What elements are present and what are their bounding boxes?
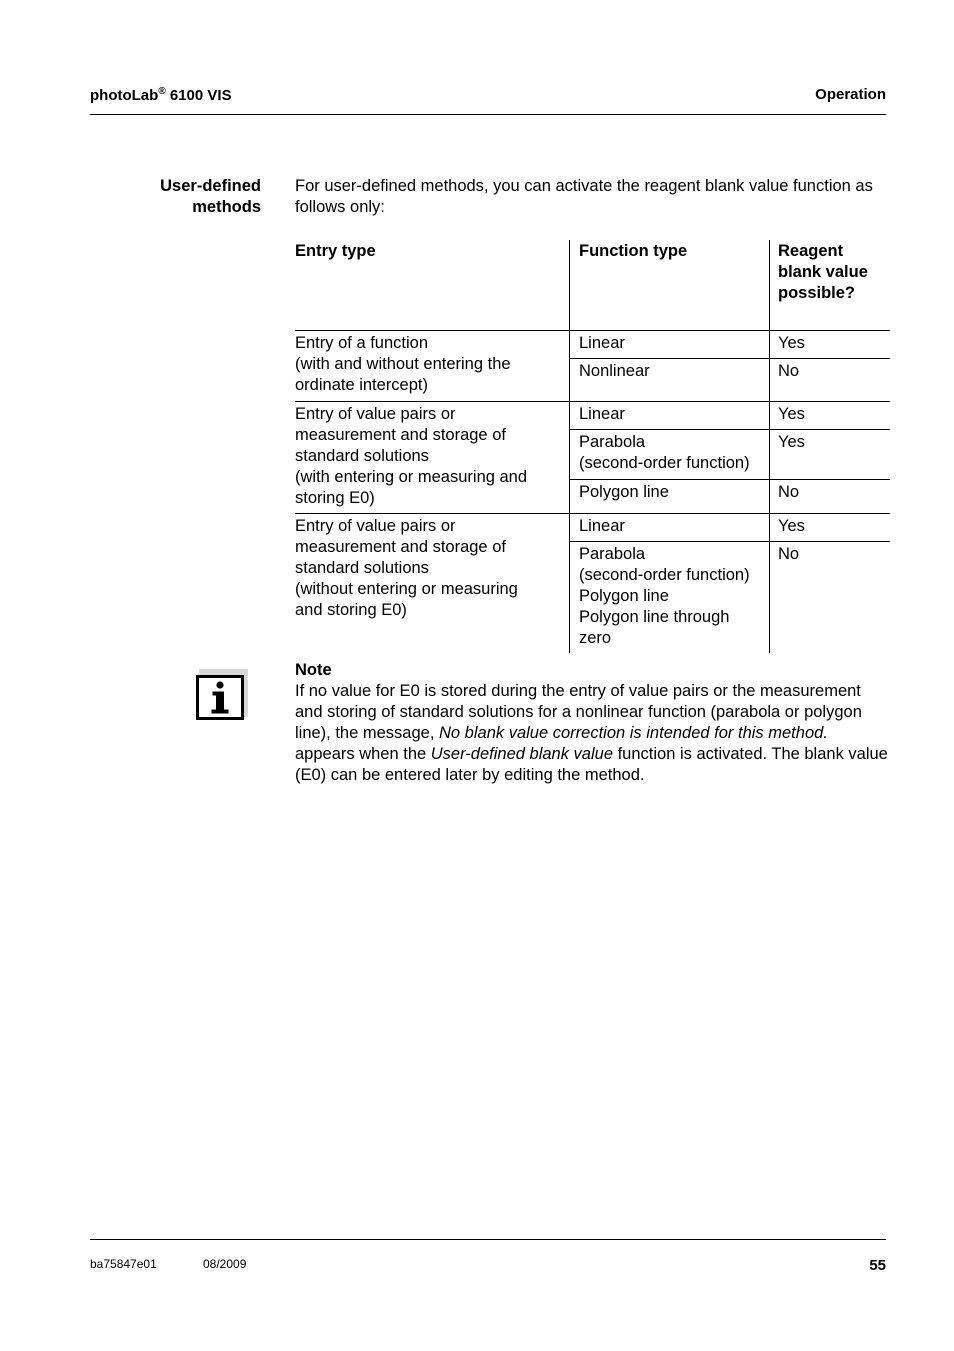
function-cell	[570, 359, 770, 402]
possible-cell: No	[770, 480, 891, 514]
table-row	[295, 514, 890, 542]
product-model: 6100 VIS	[165, 87, 232, 104]
registered-mark: ®	[158, 86, 166, 97]
footer-date: 08/2009	[203, 1257, 247, 1271]
header-line: possible?	[778, 284, 856, 302]
function-line: Parabola	[579, 433, 646, 452]
function-line: Parabola	[579, 545, 646, 563]
note-message: No blank value correction is intended for this method.	[439, 724, 828, 742]
note-block	[295, 660, 891, 786]
function-line: (second-order function)	[579, 566, 750, 584]
function-cell	[570, 402, 770, 430]
entry-line: ordinate intercept)	[295, 376, 428, 394]
intro-paragraph: For user-defined methods, you can activate the reagent blank value function as follows only:	[295, 177, 873, 216]
entry-line: standard solutions	[295, 559, 429, 577]
function-line: Linear	[579, 517, 625, 535]
note-text: appears when the	[295, 745, 431, 763]
function-cell	[570, 430, 770, 480]
col-reagent-possible	[770, 240, 891, 331]
note-title: Note	[295, 661, 332, 679]
page-number: 55	[869, 1257, 886, 1274]
product-name: photoLab	[90, 87, 159, 104]
entry-cell	[295, 331, 570, 402]
info-icon	[196, 669, 244, 719]
entry-line: (with and without entering the	[295, 355, 511, 373]
function-cell	[570, 480, 770, 514]
entry-line: (without entering or measuring	[295, 580, 518, 598]
function-line: Polygon line	[579, 483, 669, 501]
table-row	[295, 402, 890, 430]
entry-line: Entry of a function	[295, 334, 428, 352]
header-line: Reagent	[778, 242, 844, 260]
table-row	[295, 331, 890, 359]
function-line: zero	[579, 629, 612, 647]
entry-line: measurement and storage of	[295, 538, 506, 556]
note-text: If no value for E0 is stored during the entry of value pairs or the measurement and storing of standard solutions for a nonlinear function (parabola or polygon line), the message,	[295, 682, 862, 742]
function-line: Polygon line	[579, 587, 669, 605]
header-rule	[90, 114, 886, 115]
note-text: function is activated. The blank value (E0) can be entered later by editing the method.	[295, 745, 888, 784]
header-section: Operation	[815, 86, 886, 103]
entry-line: Entry of value pairs or	[295, 405, 456, 423]
side-heading-line: User-defined	[160, 177, 261, 195]
header-line: blank value	[778, 263, 868, 281]
entry-line: Entry of value pairs or	[295, 517, 456, 535]
function-cell	[570, 331, 770, 359]
note-function-name: User-defined blank value	[430, 745, 613, 763]
possible-cell: Yes	[770, 331, 891, 359]
footer-doc-id: ba75847e01	[90, 1257, 157, 1271]
possible-cell: No	[770, 542, 891, 654]
possible-cell: Yes	[770, 514, 891, 542]
entry-line: standard solutions	[295, 447, 429, 465]
function-cell	[570, 542, 770, 654]
col-entry-type: Entry type	[295, 240, 570, 331]
possible-cell: Yes	[770, 402, 891, 430]
side-heading-line: methods	[192, 198, 261, 216]
entry-line: measurement and storage of	[295, 426, 506, 444]
entry-line: and storing E0)	[295, 601, 407, 619]
blank-value-table	[295, 240, 890, 653]
col-function-type: Function type	[570, 240, 770, 331]
entry-cell	[295, 402, 570, 514]
function-line: Polygon line through	[579, 608, 730, 626]
possible-cell: Yes	[770, 430, 891, 480]
function-line: (second-order function)	[579, 454, 750, 473]
function-line: Nonlinear	[579, 362, 650, 380]
side-heading	[100, 176, 261, 218]
footer-rule	[90, 1239, 886, 1240]
entry-line: storing E0)	[295, 489, 375, 507]
entry-cell	[295, 514, 570, 654]
function-line: Linear	[579, 405, 625, 423]
function-cell	[570, 514, 770, 542]
function-line: Linear	[579, 334, 625, 352]
possible-cell: No	[770, 359, 891, 402]
entry-line: (with entering or measuring and	[295, 468, 528, 486]
note-body	[295, 681, 891, 786]
header-product	[90, 86, 232, 104]
table-header-row	[295, 240, 890, 331]
